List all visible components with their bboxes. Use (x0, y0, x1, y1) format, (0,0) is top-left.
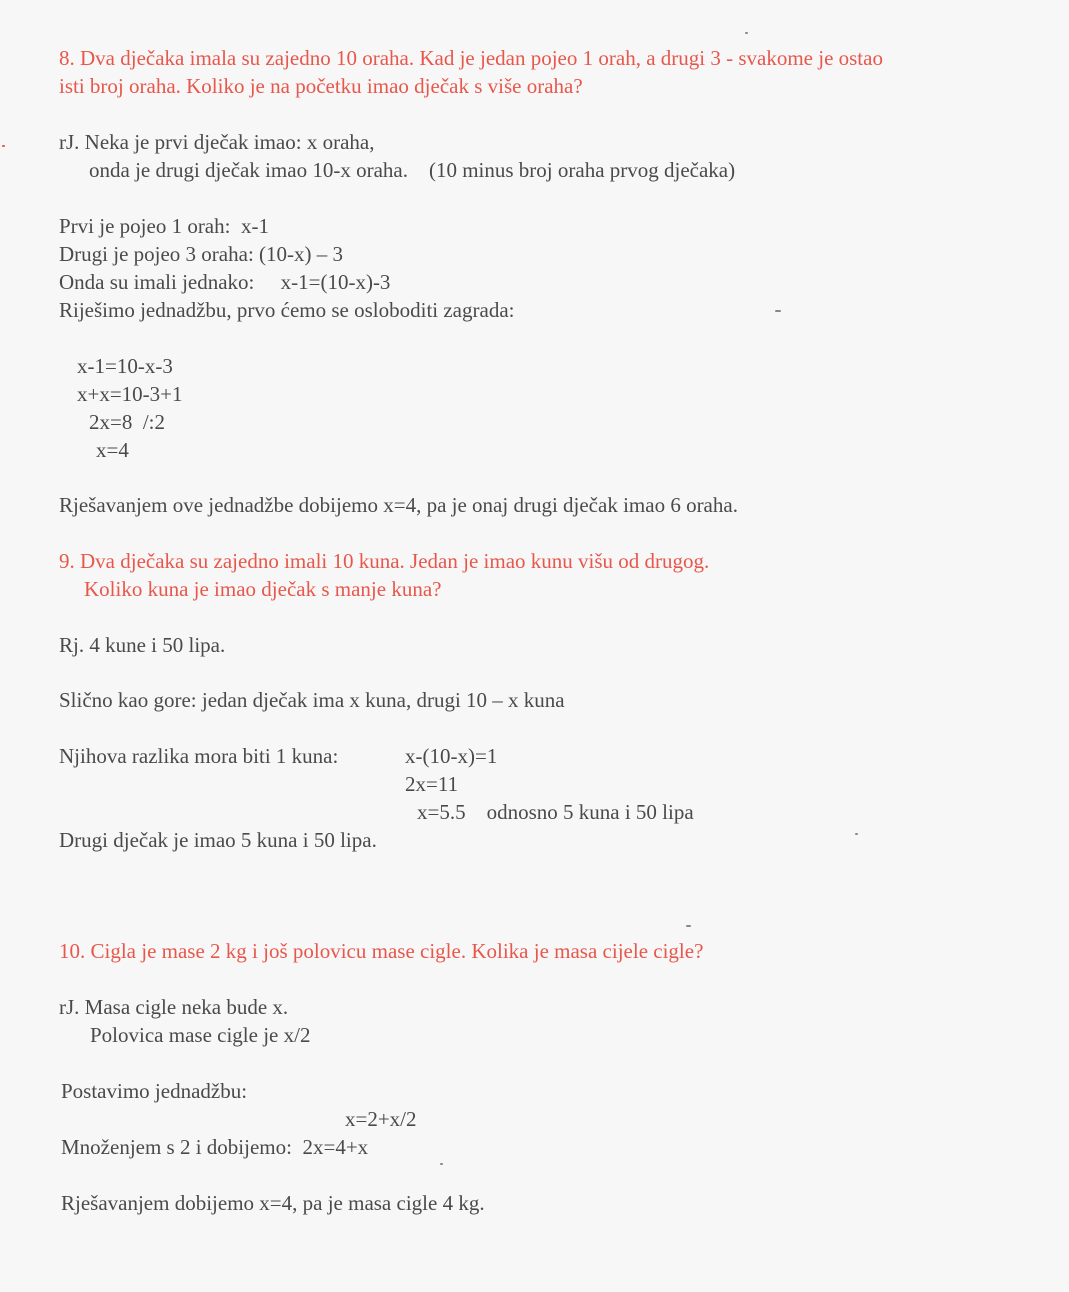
problem-8-step-3: Onda su imali jednako: x-1=(10-x)-3 (59, 270, 391, 294)
problem-8-conclusion: Rješavanjem ove jednadžbe dobijemo x=4, pa je onaj drugi dječak imao 6 oraha. (59, 493, 738, 517)
problem-9-step-2: Njihova razlika mora biti 1 kuna: (59, 744, 339, 768)
scan-speck (686, 925, 691, 927)
problem-8-question-line-1: 8. Dva dječaka imala su zajedno 10 oraha. Kad je jedan pojeo 1 orah, a drugi 3 - svakome je ostao (59, 46, 883, 70)
problem-8-step-1: Prvi je pojeo 1 orah: x-1 (59, 214, 269, 238)
scan-speck (440, 1163, 443, 1165)
problem-9-step-1: Slično kao gore: jedan dječak ima x kuna, drugi 10 – x kuna (59, 688, 565, 712)
scan-speck (775, 310, 781, 312)
problem-9-conclusion: Drugi dječak je imao 5 kuna i 50 lipa. (59, 828, 377, 852)
problem-9-question-line-2: Koliko kuna je imao dječak s manje kuna? (84, 577, 442, 601)
problem-10-question: 10. Cigla je mase 2 kg i još polovicu mase cigle. Kolika je masa cijele cigle? (59, 939, 704, 963)
problem-10-answer-line-1: rJ. Masa cigle neka bude x. (59, 995, 289, 1019)
problem-10-step-2: Množenjem s 2 i dobijemo: 2x=4+x (61, 1135, 369, 1159)
problem-9-equation-2: 2x=11 (405, 772, 459, 796)
problem-10-conclusion: Rješavanjem dobijemo x=4, pa je masa cigle 4 kg. (61, 1191, 485, 1215)
problem-8-equation-4: x=4 (96, 438, 129, 462)
problem-8-step-2: Drugi je pojeo 3 oraha: (10-x) – 3 (59, 242, 344, 266)
problem-8-question-line-2: isti broj oraha. Koliko je na početku imao dječak s više oraha? (59, 74, 583, 98)
problem-8-equation-3: 2x=8 /:2 (89, 410, 166, 434)
scan-speck (745, 32, 748, 34)
problem-10-answer-line-2: Polovica mase cigle je x/2 (90, 1023, 311, 1047)
problem-8-answer-line-1: rJ. Neka je prvi dječak imao: x oraha, (59, 130, 375, 154)
scan-speck (2, 145, 5, 147)
problem-8-equation-1: x-1=10-x-3 (77, 354, 173, 378)
problem-10-equation-1: x=2+x/2 (345, 1107, 417, 1131)
problem-8-equation-2: x+x=10-3+1 (77, 382, 183, 406)
scan-speck (855, 833, 858, 835)
problem-9-equation-3: x=5.5 odnosno 5 kuna i 50 lipa (417, 800, 694, 824)
problem-9-equation-1: x-(10-x)=1 (405, 744, 498, 768)
problem-8-step-4: Riješimo jednadžbu, prvo ćemo se osloboditi zagrada: (59, 298, 515, 322)
problem-9-answer: Rj. 4 kune i 50 lipa. (59, 633, 226, 657)
problem-9-question-line-1: 9. Dva dječaka su zajedno imali 10 kuna. Jedan je imao kunu višu od drugog. (59, 549, 710, 573)
problem-10-step-1: Postavimo jednadžbu: (61, 1079, 248, 1103)
problem-8-answer-line-2: onda je drugi dječak imao 10-x oraha. (10 minus broj oraha prvog dječaka) (89, 158, 736, 182)
